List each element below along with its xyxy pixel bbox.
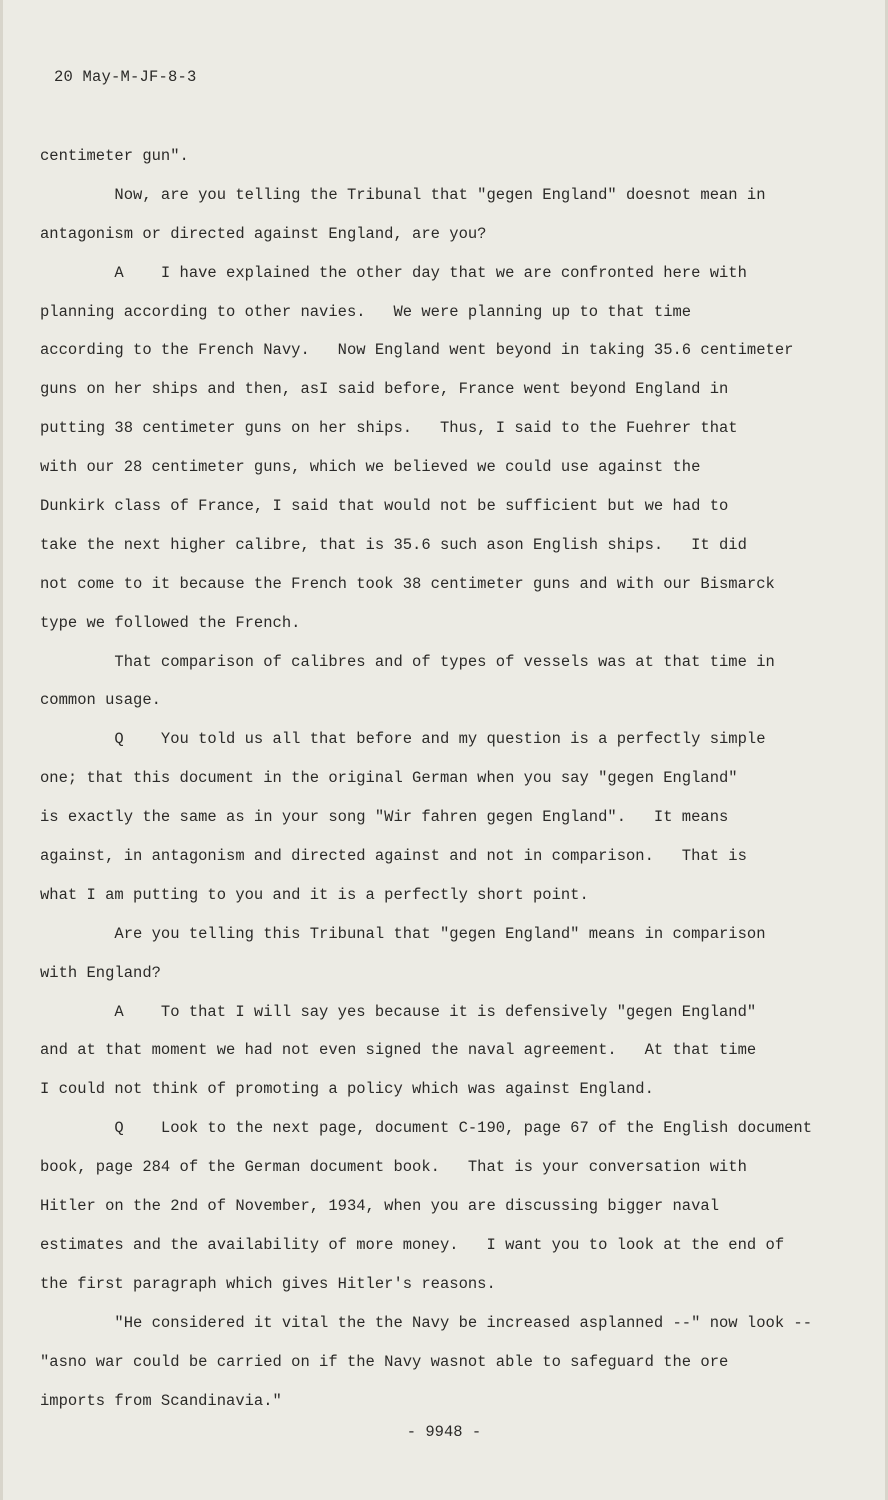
transcript-line: book, page 284 of the German document book. That is your conversation with	[40, 1158, 747, 1177]
transcript-line: is exactly the same as in your song "Wir fahren gegen England". It means	[40, 808, 729, 827]
transcript-line: one; that this document in the original German when you say "gegen England"	[40, 769, 738, 788]
transcript-line: Now, are you telling the Tribunal that "gegen England" doesnot mean in	[40, 185, 766, 204]
transcript-line: take the next higher calibre, that is 35.6 such ason English ships. It did	[40, 535, 747, 554]
transcript-line: A To that I will say yes because it is defensively "gegen England"	[40, 1002, 757, 1021]
transcript-line: That comparison of calibres and of types of vessels was at that time in	[40, 652, 775, 671]
transcript-line: the first paragraph which gives Hitler's reasons.	[40, 1274, 496, 1293]
transcript-line: centimeter gun".	[40, 147, 189, 165]
transcript-line: against, in antagonism and directed against and not in comparison. That is	[40, 847, 747, 866]
transcript-line: Q Look to the next page, document C-190, page 67 of the English document	[40, 1119, 813, 1138]
transcript-line: not come to it because the French took 38 centimeter guns and with our Bismarck	[40, 574, 775, 593]
transcript-line: estimates and the availability of more money. I want you to look at the end of	[40, 1235, 785, 1254]
transcript-line: guns on her ships and then, asI said before, France went beyond England in	[40, 380, 729, 399]
transcript-line: according to the French Navy. Now England went beyond in taking 35.6 centimeter	[40, 341, 794, 360]
page-edge-left	[0, 0, 3, 1500]
transcript-line: planning according to other navies. We were planning up to that time	[40, 302, 692, 321]
transcript-line: Q You told us all that before and my question is a perfectly simple	[40, 730, 766, 749]
transcript-line: I could not think of promoting a policy which was against England.	[40, 1080, 654, 1099]
transcript-line: "He considered it vital the the Navy be increased asplanned --" now look --	[40, 1313, 813, 1332]
transcript-line: type we followed the French.	[40, 613, 301, 632]
document-reference: 20 May-M-JF-8-3	[54, 68, 197, 86]
transcript-line: imports from Scandinavia."	[40, 1391, 282, 1410]
transcript-body	[40, 144, 840, 1427]
transcript-line: what I am putting to you and it is a perfectly short point.	[40, 885, 589, 904]
transcript-line: Are you telling this Tribunal that "gegen England" means in comparison	[40, 924, 766, 943]
transcript-line: A I have explained the other day that we are confronted here with	[40, 263, 747, 282]
transcript-line: Hitler on the 2nd of November, 1934, when you are discussing bigger naval	[40, 1197, 720, 1216]
transcript-line: putting 38 centimeter guns on her ships. Thus, I said to the Fuehrer that	[40, 419, 738, 438]
page-number: - 9948 -	[406, 1423, 482, 1441]
transcript-line: antagonism or directed against England, are you?	[40, 224, 487, 243]
transcript-line: common usage.	[40, 691, 161, 710]
transcript-line: with England?	[40, 963, 161, 982]
transcript-line: Dunkirk class of France, I said that would not be sufficient but we had to	[40, 497, 729, 516]
transcript-line: and at that moment we had not even signed the naval agreement. At that time	[40, 1041, 757, 1060]
transcript-line: "asno war could be carried on if the Navy wasnot able to safeguard the ore	[40, 1352, 729, 1371]
transcript-line: with our 28 centimeter guns, which we believed we could use against the	[40, 458, 701, 477]
